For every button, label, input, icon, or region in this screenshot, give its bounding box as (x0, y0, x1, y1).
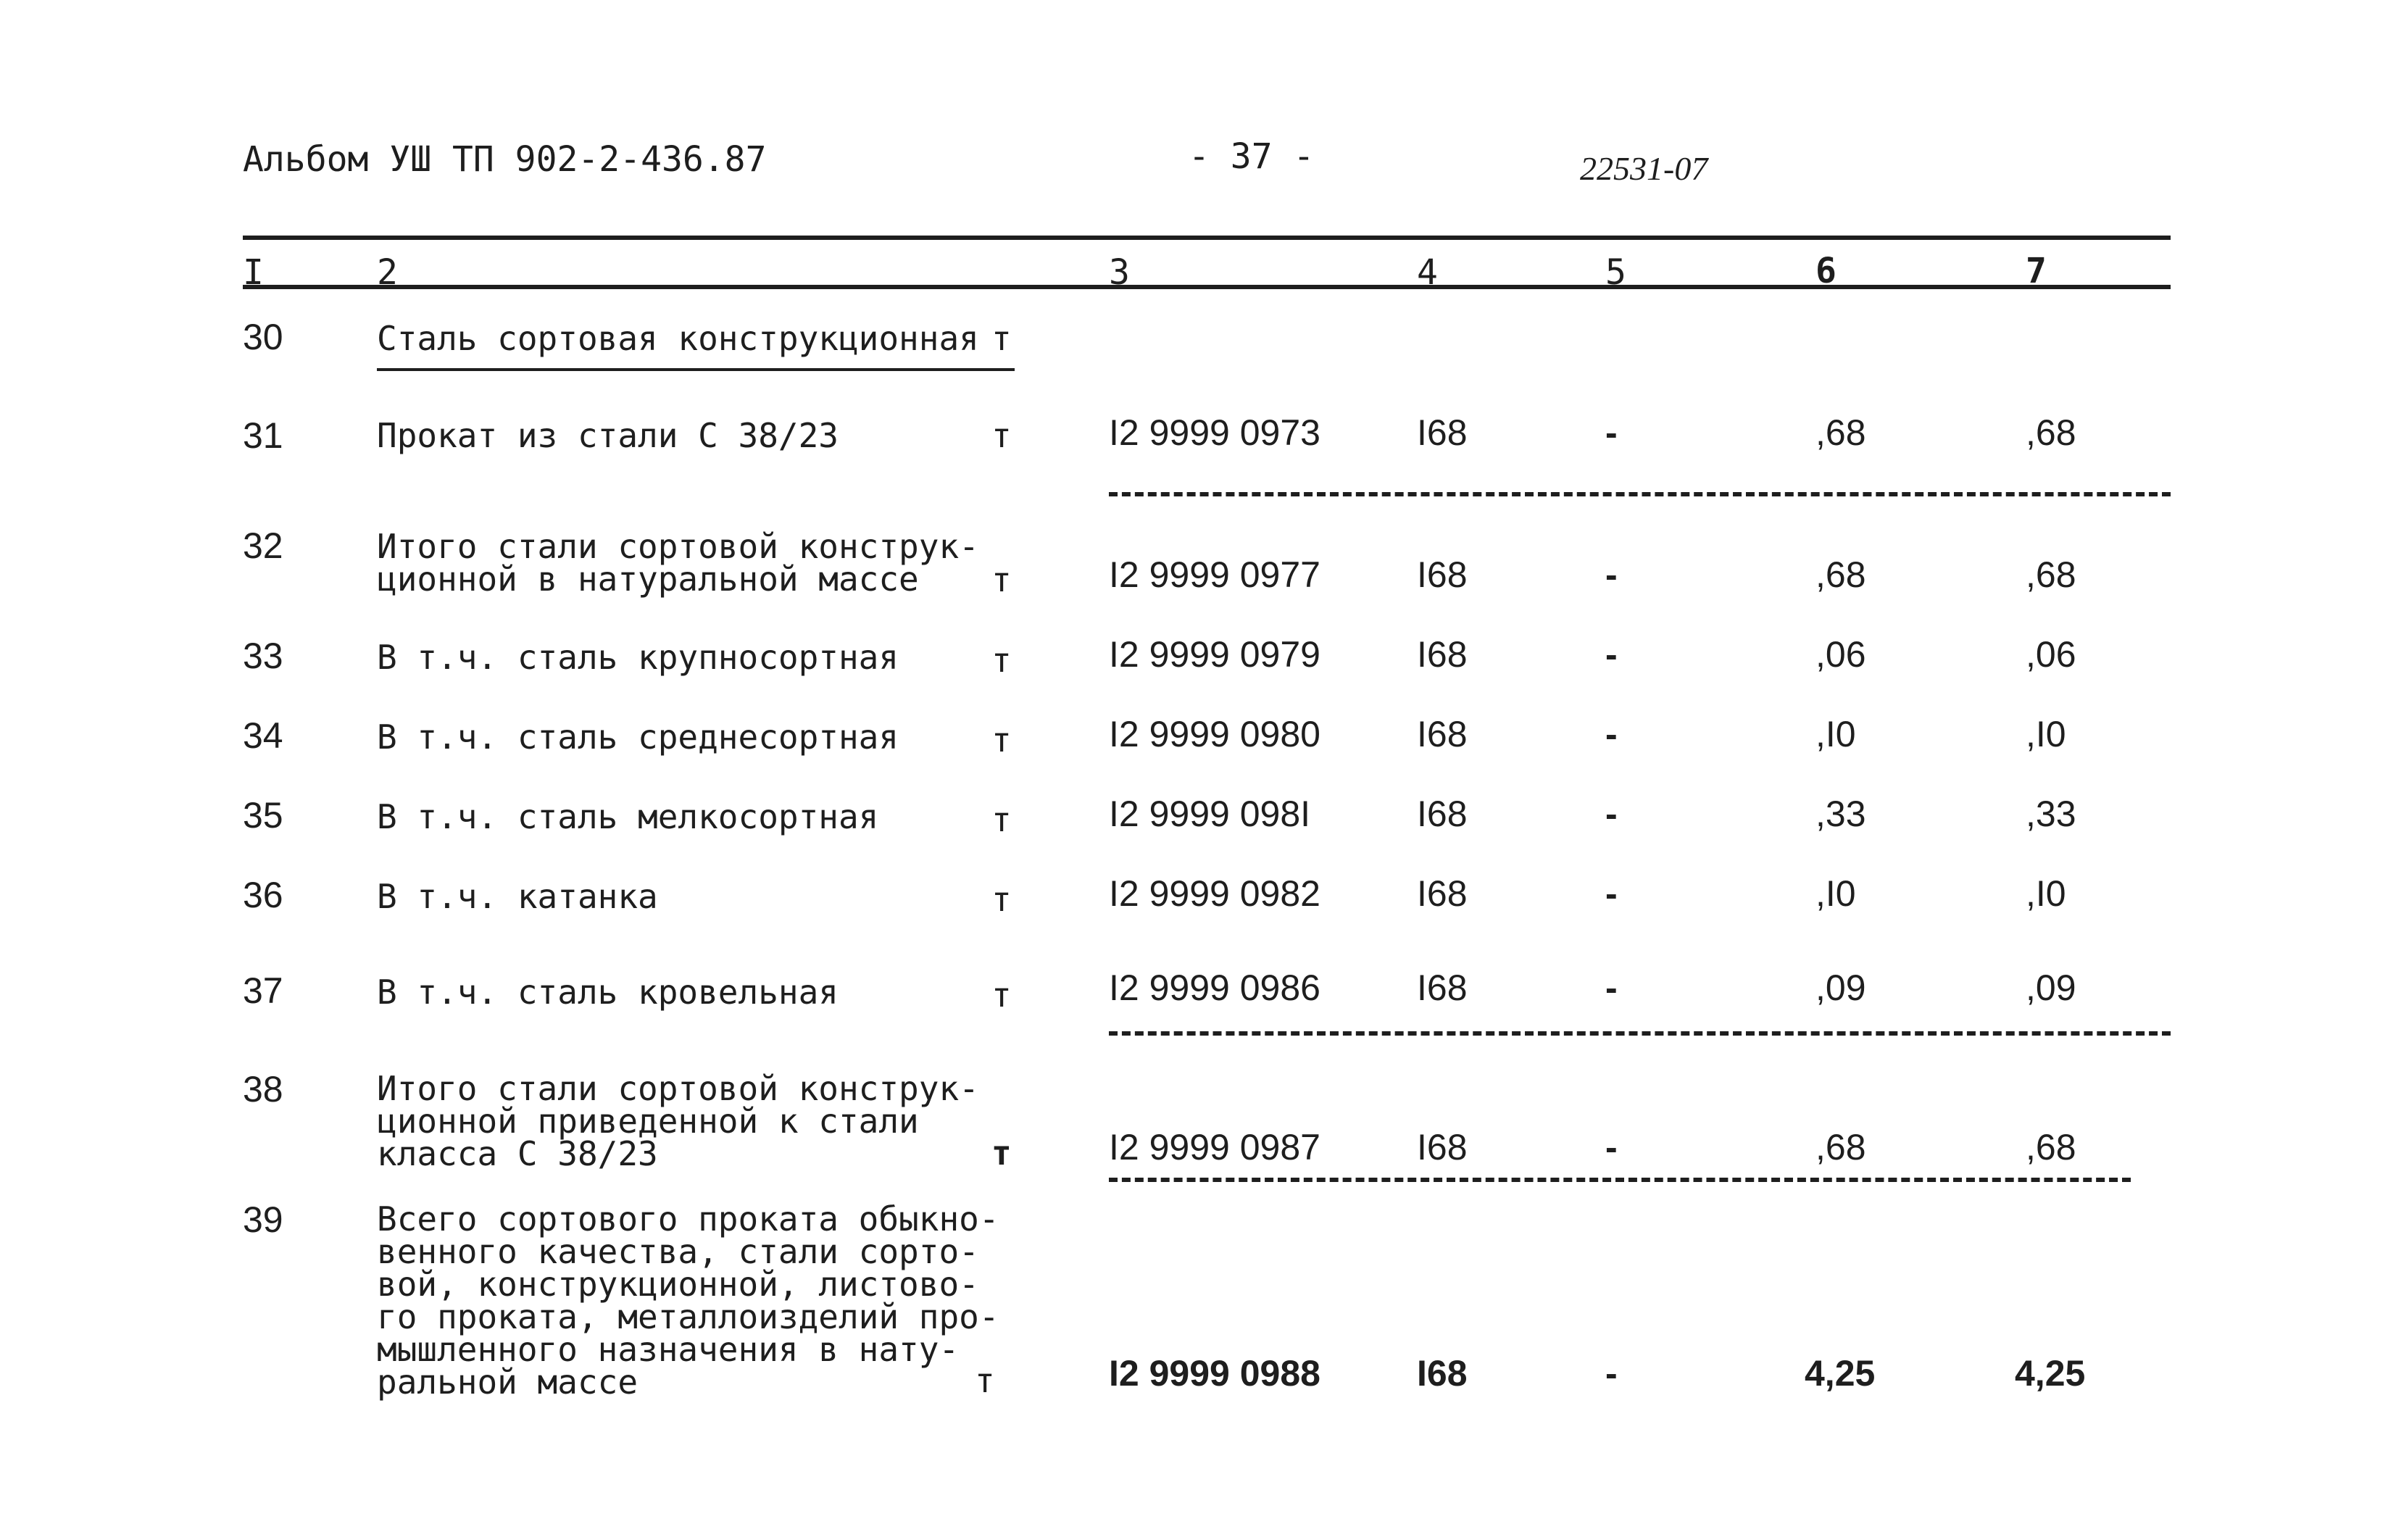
row-col4: I68 (1417, 967, 1468, 1008)
subtotal-dashed-rule (1109, 1178, 2131, 1182)
col-header-5: 5 (1605, 252, 1626, 293)
row-col6: ,33 (1815, 794, 1866, 834)
row-name: Прокат из стали С 38/23 (377, 416, 839, 455)
row-col7: ,68 (2026, 412, 2076, 453)
row-unit: т (975, 1361, 995, 1400)
document-number: 22531-07 (1580, 150, 1708, 187)
row-code: I2 9999 0979 (1109, 634, 1320, 675)
row-code: I2 9999 0986 (1109, 967, 1320, 1008)
row-number: 36 (243, 875, 283, 915)
table-top-rule (243, 236, 2171, 240)
row-code: I2 9999 0980 (1109, 714, 1320, 754)
row-col5: - (1605, 794, 1618, 834)
row-col5: - (1605, 967, 1618, 1008)
row-col6: ,68 (1815, 554, 1866, 595)
row-col5: - (1605, 714, 1618, 754)
row-name: В т.ч. сталь крупносортная (377, 638, 899, 677)
row-name: Всего сортового проката обыкно- венного качества, стали сорто- вой, конструкционной, листово- го проката, металлоизделий про- мышленного назначения в нату- ральной массе (377, 1199, 999, 1402)
row-code: I2 9999 098I (1109, 794, 1311, 834)
row-unit: т (991, 880, 1012, 919)
section-underline (377, 368, 1015, 371)
album-reference: Альбом УШ ТП 902-2-436.87 (243, 139, 767, 180)
row-unit: т (991, 319, 1012, 358)
row-code: I2 9999 0988 (1109, 1353, 1320, 1394)
col-header-4: 4 (1417, 252, 1438, 293)
row-col6: ,I0 (1815, 714, 1856, 754)
row-col6: 4,25 (1805, 1353, 1876, 1394)
row-col5: - (1605, 634, 1618, 675)
row-unit: т (991, 1133, 1012, 1173)
table-header-rule (243, 285, 2171, 289)
row-name: В т.ч. сталь мелкосортная (377, 797, 879, 836)
row-col6: ,06 (1815, 634, 1866, 675)
row-col4: I68 (1417, 794, 1468, 834)
row-unit: т (991, 720, 1012, 759)
row-col4: I68 (1417, 1353, 1468, 1394)
row-col7: ,33 (2026, 794, 2076, 834)
col-header-6: 6 (1815, 251, 1836, 291)
row-name: В т.ч. катанка (377, 877, 658, 916)
row-number: 31 (243, 415, 283, 456)
row-number: 30 (243, 317, 283, 357)
row-name: Итого стали сортовой конструк- ционной в натуральной массе (377, 527, 979, 599)
col-header-3: 3 (1109, 252, 1130, 293)
row-col6: ,68 (1815, 1127, 1866, 1168)
row-col6: ,09 (1815, 967, 1866, 1008)
row-col7: 4,25 (2015, 1353, 2086, 1394)
row-name: Сталь сортовая конструкционная (377, 319, 979, 358)
row-col7: ,09 (2026, 967, 2076, 1008)
row-code: I2 9999 0973 (1109, 412, 1320, 453)
row-name: В т.ч. сталь кровельная (377, 973, 839, 1012)
row-col5: - (1605, 1353, 1618, 1394)
row-number: 35 (243, 795, 283, 836)
col-header-7: 7 (2026, 251, 2047, 291)
row-col7: ,68 (2026, 554, 2076, 595)
row-number: 37 (243, 970, 283, 1011)
row-number: 33 (243, 636, 283, 676)
row-code: I2 9999 0977 (1109, 554, 1320, 595)
row-col4: I68 (1417, 873, 1468, 914)
row-code: I2 9999 0987 (1109, 1127, 1320, 1168)
row-number: 34 (243, 715, 283, 756)
row-unit: т (991, 800, 1012, 839)
row-number: 38 (243, 1069, 283, 1110)
row-col6: ,I0 (1815, 873, 1856, 914)
row-col6: ,68 (1815, 412, 1866, 453)
row-col7: ,I0 (2026, 873, 2066, 914)
row-col4: I68 (1417, 1127, 1468, 1168)
row-col5: - (1605, 554, 1618, 595)
row-name: Итого стали сортовой конструк- ционной приведенной к стали класса С 38/23 (377, 1069, 979, 1173)
row-col5: - (1605, 873, 1618, 914)
row-unit: т (991, 975, 1012, 1015)
row-name: В т.ч. сталь среднесортная (377, 717, 899, 757)
row-col4: I68 (1417, 714, 1468, 754)
col-header-2: 2 (377, 252, 398, 293)
row-col5: - (1605, 412, 1618, 453)
row-col5: - (1605, 1127, 1618, 1168)
row-col4: I68 (1417, 554, 1468, 595)
row-col7: ,68 (2026, 1127, 2076, 1168)
row-col4: I68 (1417, 634, 1468, 675)
subtotal-dashed-rule (1109, 492, 2171, 496)
row-code: I2 9999 0982 (1109, 873, 1320, 914)
row-number: 39 (243, 1199, 283, 1240)
row-col4: I68 (1417, 412, 1468, 453)
row-unit: т (991, 416, 1012, 455)
row-unit: т (991, 641, 1012, 680)
col-header-1: I (243, 252, 264, 293)
subtotal-dashed-rule (1109, 1031, 2171, 1036)
row-col7: ,I0 (2026, 714, 2066, 754)
row-unit: т (991, 560, 1012, 599)
row-number: 32 (243, 525, 283, 566)
row-col7: ,06 (2026, 634, 2076, 675)
page-number: - 37 - (1189, 136, 1315, 177)
